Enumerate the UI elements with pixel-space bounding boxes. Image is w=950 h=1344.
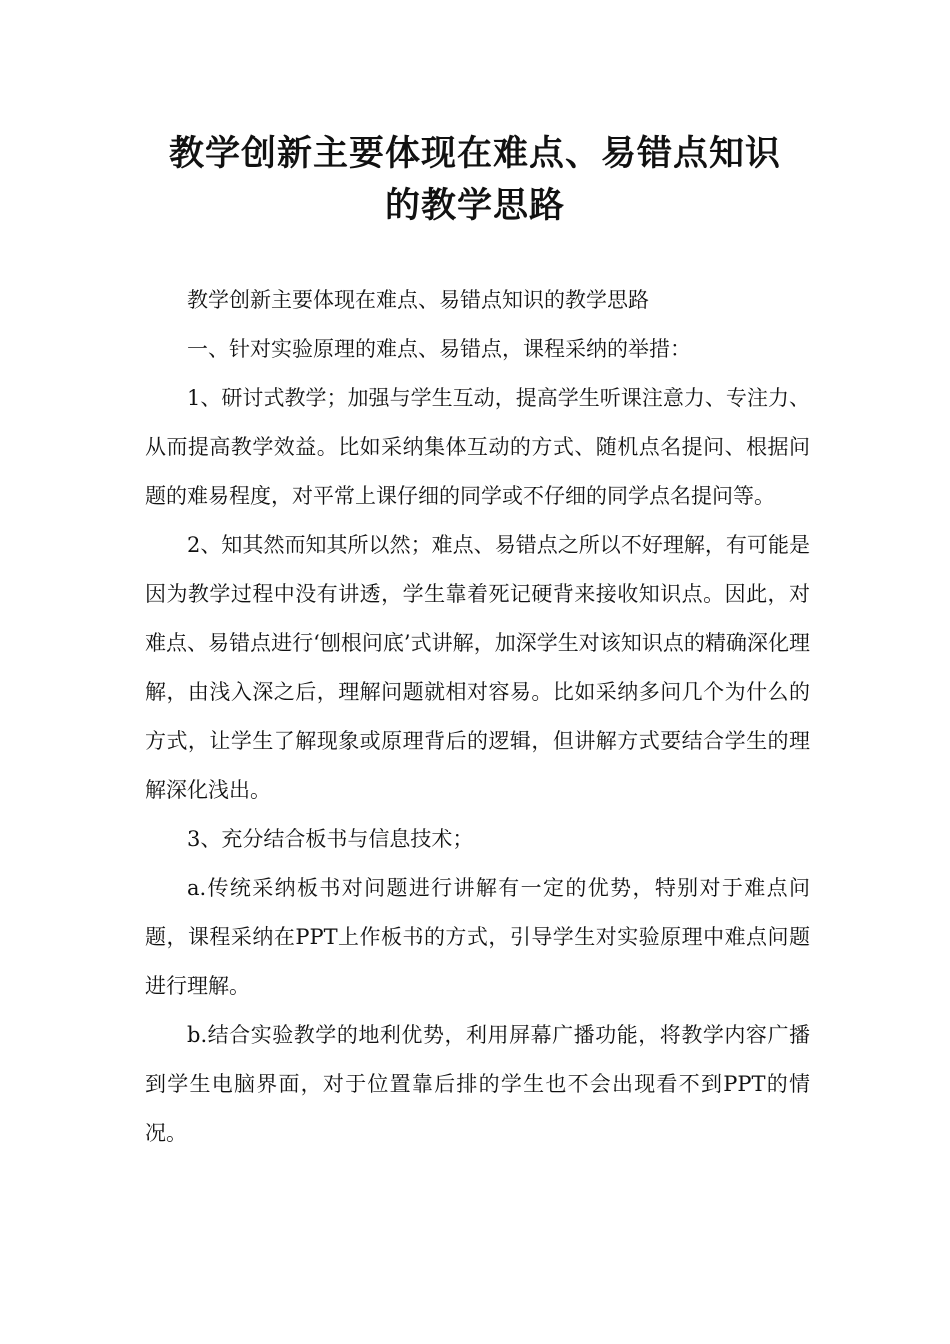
paragraph-item-1: 1、研讨式教学；加强与学生互动，提高学生听课注意力、专注力、从而提高教学效益。比如采纳集体互动的方式、随机点名提问、根据问题的难易程度，对平常上课仔细的同学或不仔细的同学点名提问等。 bbox=[145, 386, 810, 508]
title-line-1: 教学创新主要体现在难点、易错点知识 bbox=[168, 134, 781, 174]
paragraph-section-heading: 一、针对实验原理的难点、易错点，课程采纳的举措： bbox=[187, 337, 691, 361]
paragraph-item-3: 3、充分结合板书与信息技术； bbox=[187, 827, 474, 851]
paragraph-item-2: 2、知其然而知其所以然；难点、易错点之所以不好理解，有可能是因为教学过程中没有讲透，学生靠着死记硬背来接收知识点。因此，对难点、易错点进行‘刨根问底’式讲解，加深学生对该知识点的精确深化理解，由浅入深之后，理解问题就相对容易。比如采纳多问几个为什么的方式，让学生了解现象或原理背后的逻辑，但讲解方式要结合学生的理解深化浅出。 bbox=[145, 533, 810, 802]
title-line-2: 的教学思路 bbox=[384, 186, 565, 226]
document-body bbox=[145, 276, 810, 1158]
paragraph-item-3b: b.结合实验教学的地利优势，利用屏幕广播功能，将教学内容广播到学生电脑界面，对于位置靠后排的学生也不会出现看不到PPT的情况。 bbox=[145, 1023, 810, 1145]
paragraph-subtitle: 教学创新主要体现在难点、易错点知识的教学思路 bbox=[187, 288, 649, 312]
paragraph-item-3a: a.传统采纳板书对问题进行讲解有一定的优势，特别对于难点问题，课程采纳在PPT上作板书的方式，引导学生对实验原理中难点问题进行理解。 bbox=[145, 876, 810, 998]
document-title bbox=[120, 128, 830, 232]
